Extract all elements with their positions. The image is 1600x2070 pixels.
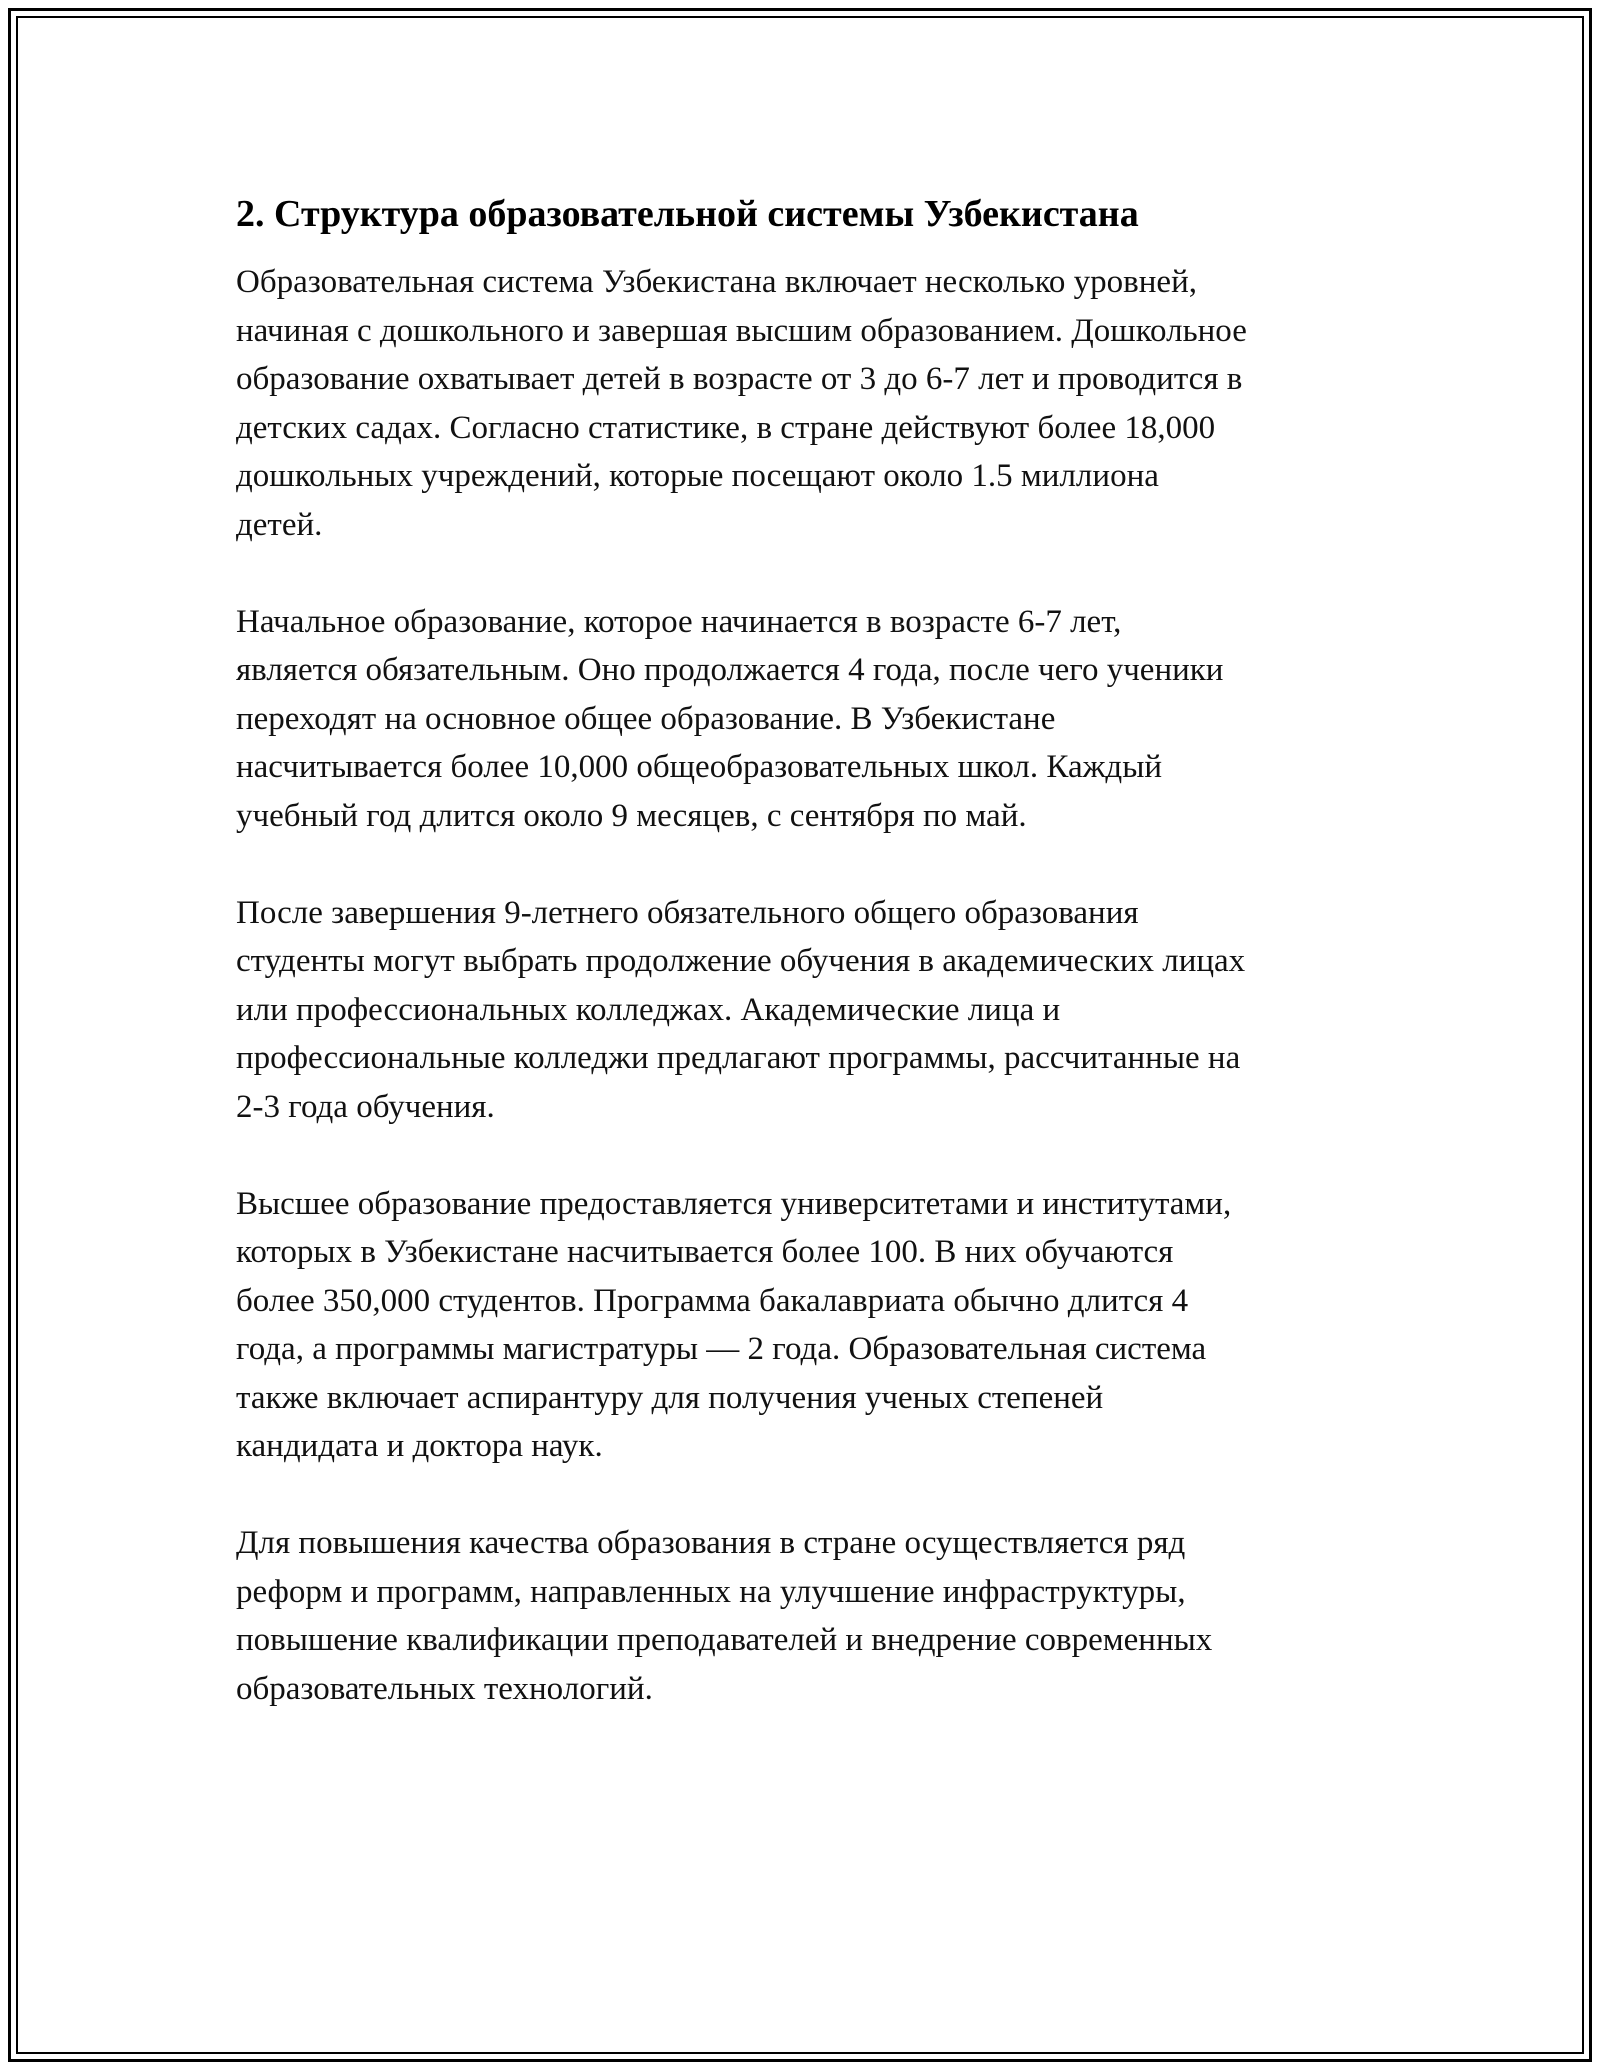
paragraph-secondary: После завершения 9-летнего обязательного общего образования студенты могут выбрать продолжение обучения в академических лицах или профессиональных колледжах. Академические лица и профессиональные колледжи предлагают программы, рассчитанные на 2-3 года обучения.: [236, 894, 1246, 1125]
document-body: [236, 188, 1386, 1713]
section-heading: 2. Структура образовательной системы Узбекистана: [236, 193, 1139, 235]
paragraph-preschool: Образовательная система Узбекистана включает несколько уровней, начиная с дошкольного и завершая высшим образованием. Дошкольное образование охватывает детей в возрасте от 3 до 6-7 лет и проводится в детских садах. Согласно статистике, в стране действуют более 18,000 дошкольных учреждений, которые посещают около 1.5 миллиона детей.: [236, 264, 1247, 543]
paragraph-primary: Начальное образование, которое начинается в возрасте 6-7 лет, является обязательным. Оно продолжается 4 года, после чего ученики переходят на основное общее образование. В Узбекистане насчитывается более 10,000 общеобразовательных школ. Каждый учебный год длится около 9 месяцев, с сентября по май.: [236, 603, 1224, 834]
paragraph-reforms: Для повышения качества образования в стране осуществляется ряд реформ и программ, направленных на улучшение инфраструктуры, повышение квалификации преподавателей и внедрение современных образовательных технологий.: [236, 1525, 1213, 1707]
paragraph-higher: Высшее образование предоставляется университетами и институтами, которых в Узбекистане насчитывается более 100. В них обучаются более 350,000 студентов. Программа бакалавриата обычно длится 4 года, а программы магистратуры — 2 года. Образовательная система также включает аспирантуру для получения ученых степеней кандидата и доктора наук.: [236, 1185, 1232, 1464]
